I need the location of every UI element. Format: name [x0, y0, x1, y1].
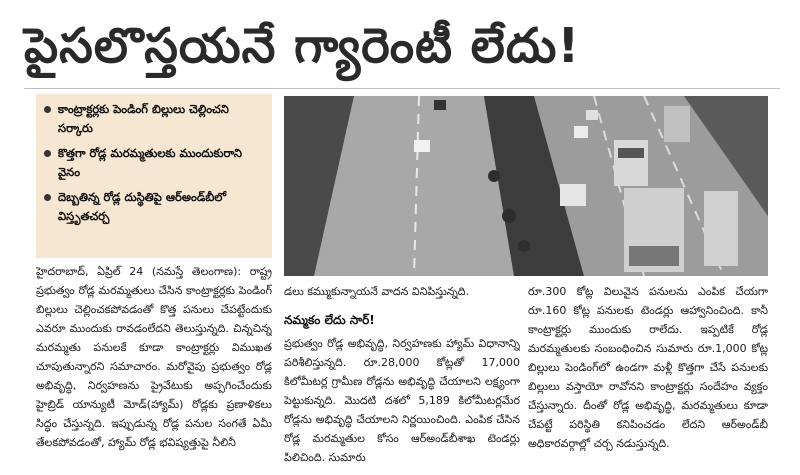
headline-divider	[24, 88, 780, 89]
article-column-3	[528, 282, 768, 472]
article-paragraph: రూ.300 కోట్ల విలువైన పనులను ఎంపిక చేయగా రూ.160 కోట్ల పనులకు టెండర్లు ఆహ్వానించింది. కానీ కాంట్రాక్టర్లు ముందుకు రాలేదు. ఇప్పటికే రోడ్ల మరమ్మతులకు సంబంధించిన సుమారు రూ.1,000 కోట్ల బిల్లులు పెండింగ్‌లో ఉండగా మళ్లీ కొత్తగా చేసే పనులకు బిల్లులు వస్తాయో రావోనని కాంట్రాక్టర్లు సందేహం వ్యక్తం చేస్తున్నారు. దీంతో రోడ్ల అభివృద్ధి, మరమ్మతులు కూడా చేపట్టే పరిస్థితి కనిపించడం లేదని ఆర్అండ్‌బీ అధికారవర్గాల్లో చర్చ నడుస్తున్నది.	[528, 285, 768, 450]
article-column-1	[36, 262, 272, 472]
highlight-text: కాంట్రాక్టర్లకు పెండింగ్ బిల్లులు చెల్లించని సర్కారు	[58, 102, 229, 135]
bullet-dot-icon	[44, 106, 51, 113]
highlight-item	[42, 100, 264, 138]
highlights-box	[36, 94, 272, 258]
highway-photo	[284, 96, 768, 276]
article-column-2	[284, 282, 520, 472]
article-paragraph: హైదరాబాద్, ఏప్రిల్ 24 (నమస్తే తెలంగాణ): రాష్ట్ర ప్రభుత్వం రోడ్ల మరమ్మతులు చేసిన కాంట్రాక్టర్లకు పెండింగ్ బిల్లులు చెల్లించకపోవడంతో కొత్త పనులు చేపట్టేందుకు ఎవరూ ముందుకు రావడంలేదని తెలుస్తున్నది. చిన్నచిన్న మరమ్మతు పనులకే కూడా కాంట్రాక్టర్లు విముఖత చూపుతున్నారని సమాచారం. మరోవైపు ప్రభుత్వం రోడ్ల అభివృద్ధి, నిర్వహణను ప్రైవేటుకు అప్పగించేందుకు హైబ్రిడ్ యాన్యుటీ మోడ్(హ్యామ్) రోడ్లకు ప్రణాళికలు సిద్ధం చేస్తున్నది. ఇప్పుడున్న రోడ్ల పనుల సంగతే ఏమీ తేలకపోవడంతో, హ్యామ్ రోడ్ల భవిష్యత్తుపై నీలినీ	[36, 265, 272, 449]
article-paragraph: ప్రభుత్వం రోడ్ల అభివృద్ధి, నిర్వహణకు హ్యామ్ విధానాన్ని పరిశీలిస్తున్నది. రూ.28,000 కోట్లతో 17,000 కిలోమీటర్ల గ్రామీణ రోడ్లను అభివృద్ధి చేయాలని లక్ష్యంగా పెట్టుకున్నది. మొదటి దశలో 5,189 కిలోమీటర్లమేర రోడ్లను అభివృద్ధి చేయాలని నిర్ణయించింది. ఎంపిక చేసిన రోడ్ల మరమ్మతుల కోసం ఆర్అండ్‌బీశాఖ టెండర్లు పిలిచింది. సుమారు	[284, 337, 520, 464]
article-paragraph: డలు కమ్ముకున్నాయనే వాదన వినిపిస్తున్నది.	[284, 285, 470, 298]
section-subheading: నమ్మకం లేదు సార్!	[284, 313, 375, 327]
highlight-item	[42, 144, 264, 182]
highlight-item	[42, 188, 264, 226]
highlight-text: కొత్తగా రోడ్ల మరమ్మతులకు ముందుకురాని వైనం	[58, 146, 243, 179]
bullet-dot-icon	[44, 194, 51, 201]
bullet-dot-icon	[44, 150, 51, 157]
headline: పైసలొస్తయనే గ్యారెంటీ లేదు!	[24, 18, 581, 74]
highlight-text: దెబ్బతిన్న రోడ్ల దుస్థితిపై ఆర్అండ్‌బీలో విస్తృతచర్చ	[58, 190, 227, 223]
